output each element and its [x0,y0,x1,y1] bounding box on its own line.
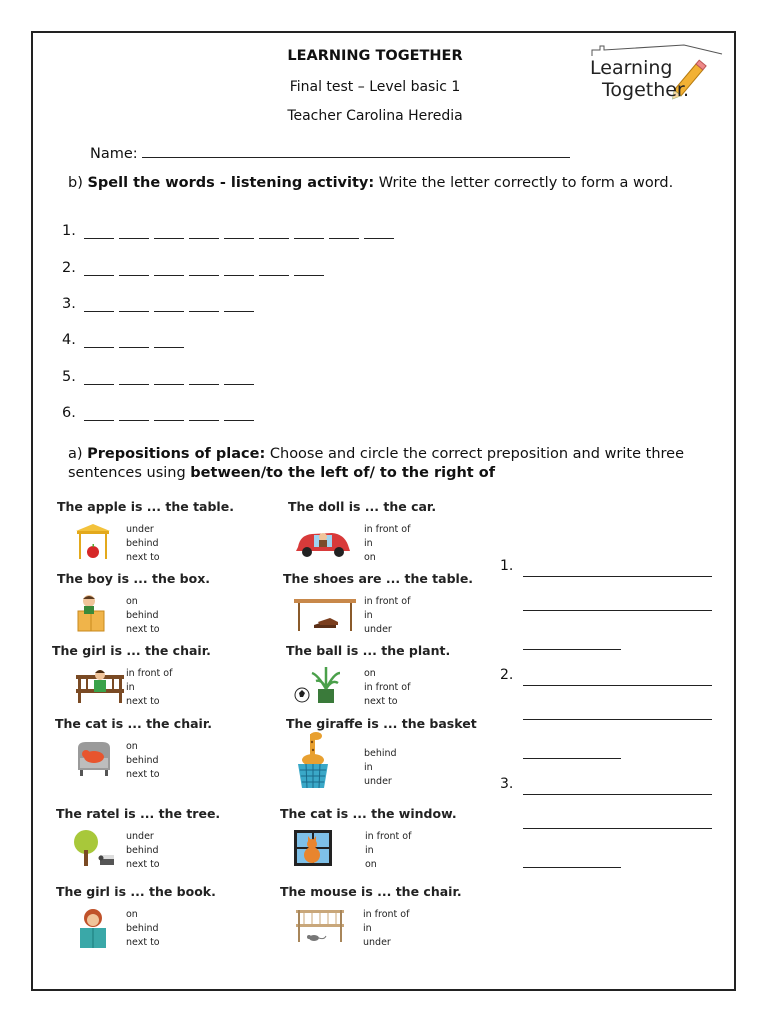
spelling-row-number: 6. [62,405,76,421]
preposition-options [364,747,397,789]
spelling-row-number: 2. [62,260,76,276]
preposition-option[interactable]: on [364,668,376,679]
test-subtitle: Final test – Level basic 1 [289,79,461,95]
exercise-sentence: The shoes are ... the table. [283,571,474,586]
spelling-row-number: 5. [62,369,76,385]
letter-blank[interactable] [294,263,324,276]
preposition-option[interactable]: behind [126,845,159,856]
letter-blank[interactable] [154,372,184,385]
preposition-options [126,667,172,709]
letter-blank[interactable] [189,372,219,385]
girl-chair-icon [72,665,128,709]
preposition-option[interactable]: behind [126,538,159,549]
letter-blank[interactable] [364,226,394,239]
preposition-options [364,523,410,565]
preposition-options [126,740,160,782]
preposition-option[interactable]: in front of [363,909,410,920]
name-label: Name: [90,146,138,162]
preposition-option[interactable]: next to [364,696,398,707]
letter-blank[interactable] [119,226,149,239]
name-field [90,146,570,162]
exercise-sentence: The ball is ... the plant. [286,643,451,658]
preposition-option[interactable]: next to [126,552,160,563]
letter-blank[interactable] [224,299,254,312]
doll-car-icon [292,521,354,565]
logo-text-learning: Learning [590,57,673,79]
spelling-row [62,219,399,239]
shoes-table-icon [292,593,358,637]
exercise-sentence: The mouse is ... the chair. [280,884,462,899]
preposition-options [126,830,160,872]
preposition-option[interactable]: in front of [364,596,411,607]
spelling-row [62,365,259,385]
exercise-sentence: The giraffe is ... the basket [286,716,477,731]
mouse-bench-icon [292,906,348,950]
preposition-option[interactable]: next to [126,859,160,870]
preposition-options [363,908,409,950]
preposition-option[interactable]: on [126,596,138,607]
answer-line[interactable] [523,648,621,650]
letter-blank[interactable] [189,263,219,276]
spelling-row [62,256,329,276]
girl-book-icon [72,906,114,954]
preposition-options [364,595,410,637]
answer-line[interactable] [523,827,712,829]
letter-blank[interactable] [84,372,114,385]
letter-blank[interactable] [154,299,184,312]
instruction-spelling: b) Spell the words - listening activity: Write the letter correctly to form a word. [68,175,674,191]
spelling-row [62,328,189,348]
preposition-options [126,908,160,950]
preposition-option[interactable]: in front of [364,524,411,535]
answer-line[interactable] [523,757,621,759]
cat-window-icon [292,828,334,872]
preposition-options [364,667,410,709]
letter-blank[interactable] [84,408,114,421]
teacher-name: Teacher Carolina Heredia [287,108,463,124]
preposition-option[interactable]: in front of [365,831,412,842]
learning-together-logo [584,42,724,104]
preposition-option[interactable]: in front of [126,668,173,679]
cat-chair-icon [72,738,114,782]
answer-number: 2. [500,667,514,683]
exercise-sentence: The girl is ... the chair. [52,643,211,658]
apple-table-icon [72,521,114,565]
letter-blank[interactable] [259,263,289,276]
letter-blank[interactable] [84,335,114,348]
letter-blank[interactable] [189,408,219,421]
exercise-sentence: The boy is ... the box. [57,571,211,586]
preposition-option[interactable]: next to [126,624,160,635]
preposition-option[interactable]: in [364,762,373,773]
preposition-option[interactable]: under [364,776,392,787]
letter-blank[interactable] [224,372,254,385]
letter-blank[interactable] [189,226,219,239]
preposition-option[interactable]: in [364,538,373,549]
preposition-option[interactable]: behind [364,748,397,759]
preposition-option[interactable]: under [126,524,154,535]
answer-number: 3. [500,776,514,792]
letter-blank[interactable] [154,226,184,239]
boy-box-icon [72,593,114,637]
preposition-option[interactable]: under [363,937,391,948]
letter-blank[interactable] [119,408,149,421]
preposition-option[interactable]: behind [126,755,159,766]
preposition-options [126,595,160,637]
spelling-row [62,292,259,312]
preposition-option[interactable]: under [126,831,154,842]
exercise-sentence: The cat is ... the window. [280,806,457,821]
preposition-option[interactable]: on [126,909,138,920]
letter-blank[interactable] [84,299,114,312]
preposition-options [126,523,160,565]
preposition-option[interactable]: on [365,859,377,870]
ball-plant-icon [292,665,344,709]
answer-line[interactable] [523,793,712,795]
letter-blank[interactable] [119,335,149,348]
letter-blank[interactable] [119,372,149,385]
letter-blank[interactable] [294,226,324,239]
preposition-option[interactable]: in [365,845,374,856]
preposition-options [365,830,411,872]
answer-line[interactable] [523,718,712,720]
preposition-option[interactable]: under [364,624,392,635]
letter-blank[interactable] [224,408,254,421]
letter-blank[interactable] [189,299,219,312]
preposition-option[interactable]: in [364,610,373,621]
giraffe-basket-icon [292,730,334,794]
answer-line[interactable] [523,575,712,577]
letter-blank[interactable] [154,335,184,348]
preposition-option[interactable]: next to [126,937,160,948]
spelling-row-number: 1. [62,223,76,239]
exercise-sentence: The apple is ... the table. [57,499,234,514]
exercise-sentence: The cat is ... the chair. [55,716,212,731]
preposition-option[interactable]: on [364,552,376,563]
spelling-row [62,401,259,421]
exercise-sentence: The ratel is ... the tree. [56,806,221,821]
exercise-sentence: The girl is ... the book. [56,884,216,899]
preposition-option[interactable]: behind [126,610,159,621]
preposition-option[interactable]: behind [126,923,159,934]
spelling-row-number: 3. [62,296,76,312]
answer-number: 1. [500,558,514,574]
logo-text-together: Together. [602,79,690,101]
preposition-option[interactable]: in front of [364,682,411,693]
page-title: LEARNING TOGETHER [287,48,463,64]
letter-blank[interactable] [224,263,254,276]
instruction-prepositions: a) Prepositions of place: Choose and circle the correct preposition and write three sentences using between/to the left of/ to the right of [68,446,684,481]
letter-blank[interactable] [119,299,149,312]
letter-blank[interactable] [154,263,184,276]
letter-blank[interactable] [119,263,149,276]
name-blank[interactable] [142,157,570,158]
answer-line[interactable] [523,866,621,868]
letter-blank[interactable] [84,226,114,239]
preposition-option[interactable]: on [126,741,138,752]
preposition-option[interactable]: in [126,682,135,693]
ratel-tree-icon [72,828,118,872]
answer-line[interactable] [523,684,712,686]
preposition-option[interactable]: next to [126,696,160,707]
preposition-option[interactable]: next to [126,769,160,780]
letter-blank[interactable] [154,408,184,421]
letter-blank[interactable] [224,226,254,239]
letter-blank[interactable] [84,263,114,276]
spelling-row-number: 4. [62,332,76,348]
exercise-sentence: The doll is ... the car. [288,499,437,514]
preposition-option[interactable]: in [363,923,372,934]
answer-line[interactable] [523,609,712,611]
letter-blank[interactable] [329,226,359,239]
letter-blank[interactable] [259,226,289,239]
